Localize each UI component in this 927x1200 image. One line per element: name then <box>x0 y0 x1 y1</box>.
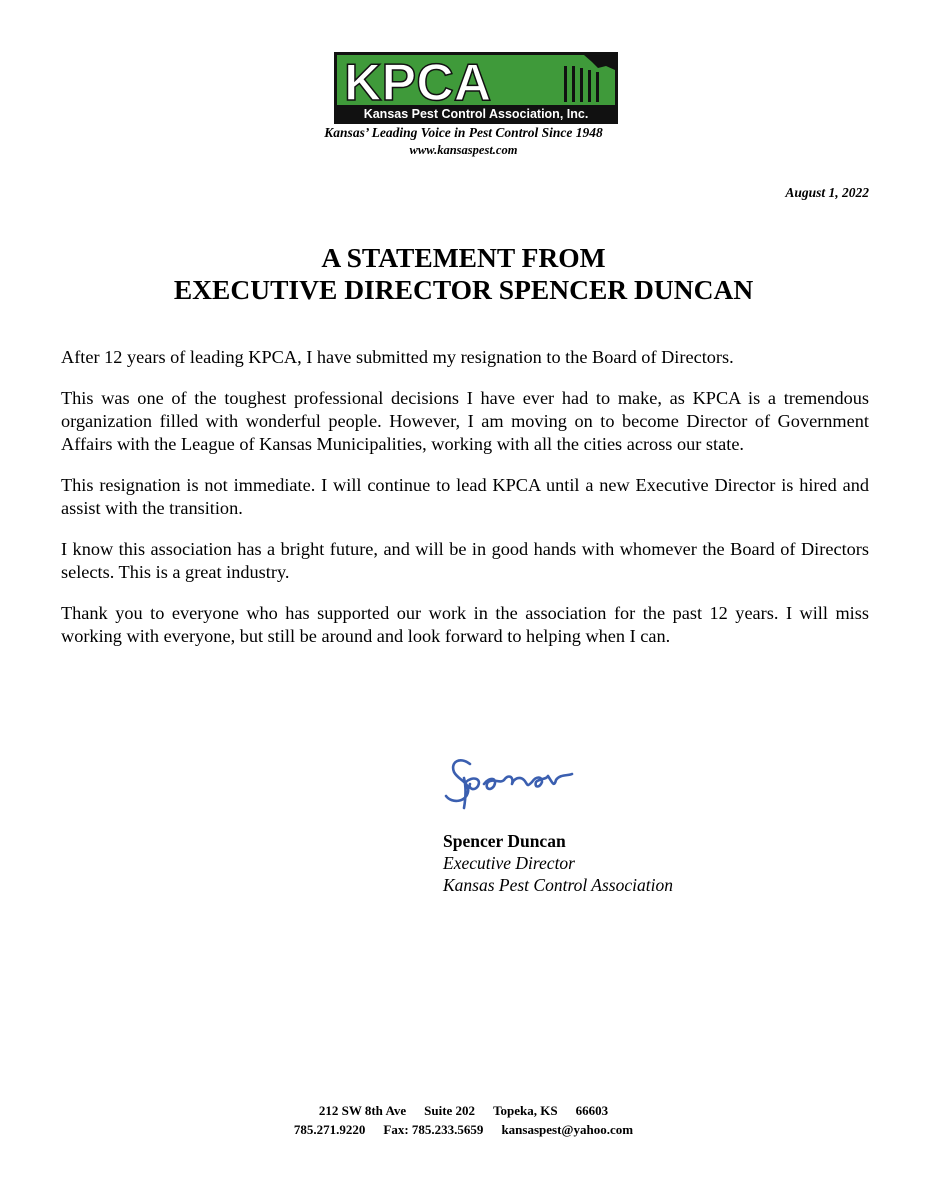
footer-suite: Suite 202 <box>424 1103 476 1118</box>
footer-address <box>0 1101 927 1120</box>
handwritten-signature <box>444 752 594 814</box>
website-link[interactable]: www.kansaspest.com <box>409 143 518 157</box>
footer-zip: 66603 <box>575 1103 609 1118</box>
footer <box>0 1101 927 1139</box>
paragraph-3: This resignation is not immediate. I will continue to lead KPCA until a new Executive Director is hired and assist with the transition. <box>61 475 869 518</box>
paragraph-1: After 12 years of leading KPCA, I have submitted my resignation to the Board of Directors. <box>61 347 734 367</box>
paragraph-4: I know this association has a bright future, and will be in good hands with whomever the Board of Directors selects. This is a great industry. <box>61 539 869 582</box>
paragraph-5: Thank you to everyone who has supported our work in the association for the past 12 years. I will miss working with everyone, but still be around and look forward to helping when I can. <box>61 603 869 646</box>
page-title <box>0 242 927 306</box>
footer-street: 212 SW 8th Ave <box>318 1103 407 1118</box>
signer-role: Executive Director <box>443 853 575 873</box>
logo-text: KPCA <box>344 54 492 112</box>
footer-phone: 785.271.9220 <box>293 1122 366 1137</box>
footer-email[interactable]: kansaspest@yahoo.com <box>501 1122 634 1137</box>
paragraph-2: This was one of the toughest professional decisions I have ever had to make, as KPCA is a tremendous organization filled with wonderful people. However, I am moving on to become Director of Government Affairs with the League of Kansas Municipalities, working with all the cities across our state. <box>61 388 869 454</box>
signer-name: Spencer Duncan <box>443 831 566 851</box>
logo-subtitle: Kansas Pest Control Association, Inc. <box>363 107 589 121</box>
signature-block <box>443 830 673 896</box>
title-line-2: EXECUTIVE DIRECTOR SPENCER DUNCAN <box>173 274 754 305</box>
tagline: Kansas’ Leading Voice in Pest Control Since 1948 <box>324 125 603 140</box>
letter-date: August 1, 2022 <box>785 185 869 200</box>
footer-city: Topeka, KS <box>493 1103 558 1118</box>
kpca-logo <box>334 52 618 124</box>
title-line-1: A STATEMENT FROM <box>321 242 606 273</box>
footer-fax: Fax: 785.233.5659 <box>383 1122 484 1137</box>
signer-organization: Kansas Pest Control Association <box>443 875 673 895</box>
footer-contact <box>0 1120 927 1139</box>
letter-body <box>61 346 869 666</box>
